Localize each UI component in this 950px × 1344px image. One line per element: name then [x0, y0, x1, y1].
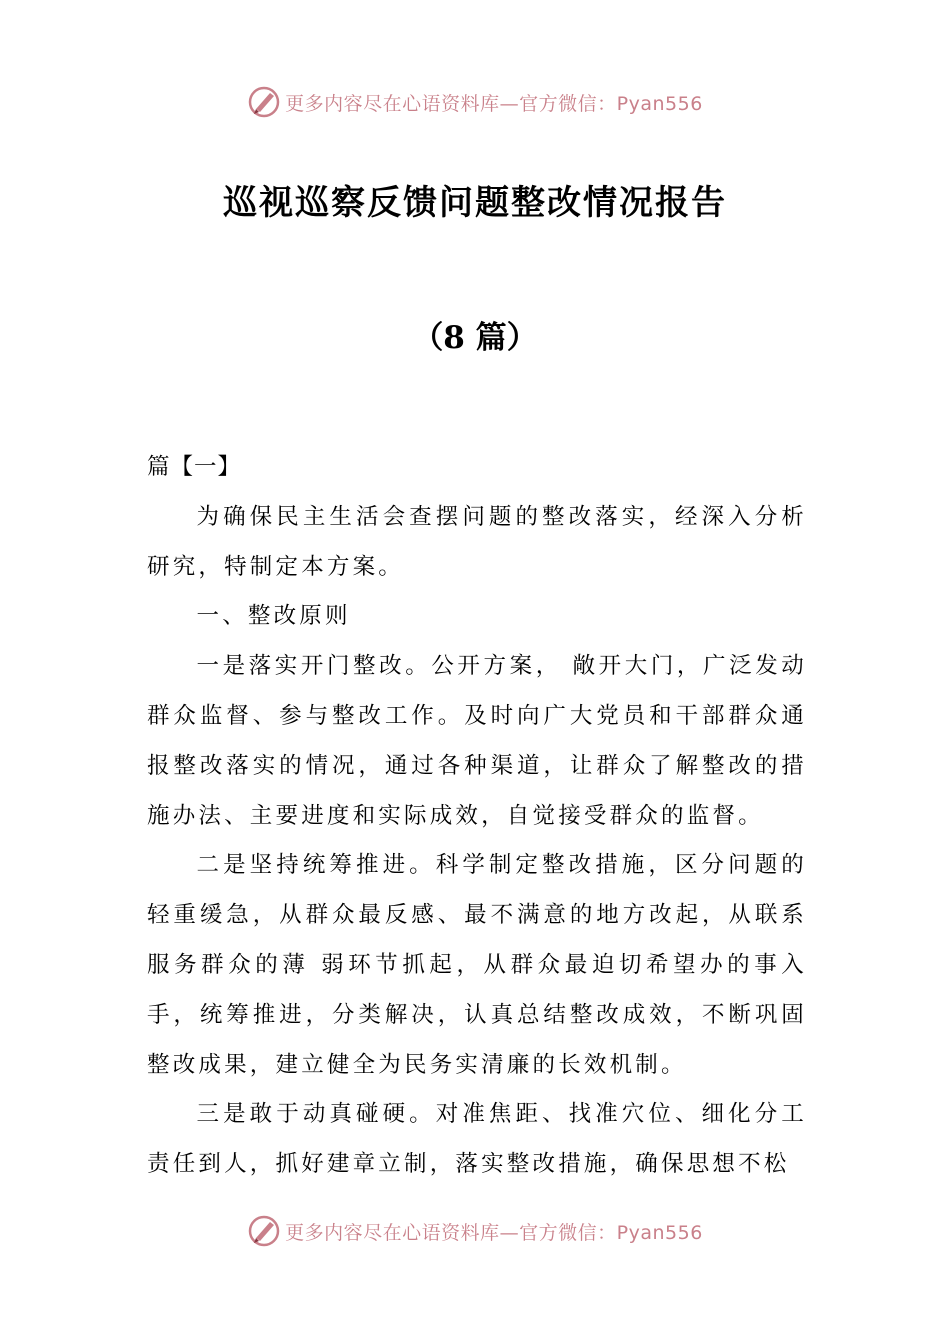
document-body — [147, 443, 807, 1190]
paragraph: 为确保民主生活会查摆问题的整改落实，经深入分析研究，特制定本方案。 — [147, 503, 807, 580]
pen-logo-icon — [247, 1214, 281, 1248]
footer-watermark — [0, 1211, 950, 1251]
pen-logo-icon — [247, 85, 281, 119]
paragraph: 一是落实开门整改。公开方案， 敞开大门，广泛发动群众监督、参与整改工作。及时向广大党员和干部群众通报整改落实的情况，通过各种渠道，让群众了解整改的措施办法、主要进度和实际成效，自觉接受群众的监督。 — [147, 653, 807, 829]
watermark-wechat-id: Pyan556 — [616, 1221, 703, 1244]
watermark-wechat-id: Pyan556 — [616, 92, 703, 115]
watermark-text: 更多内容尽在心语资料库—官方微信： — [285, 1221, 617, 1244]
section-heading: 一、整改原则 — [196, 603, 351, 630]
document-subtitle: （8 篇） — [412, 320, 538, 356]
document-title: 巡视巡察反馈问题整改情况报告 — [223, 183, 727, 223]
header-watermark — [0, 82, 950, 122]
paragraph: 三是敢于动真碰硬。对准焦距、找准穴位、细化分工责任到人，抓好建章立制，落实整改措施，确保思想不松 — [147, 1101, 807, 1178]
paragraph: 二是坚持统筹推进。科学制定整改措施，区分问题的轻重缓急，从群众最反感、最不满意的地方改起，从联系服务群众的薄 弱环节抓起，从群众最迫切希望办的事入手，统筹推进，分类解决，认真总结整改成效，不断巩固整改成果，建立健全为民务实清廉的长效机制。 — [147, 852, 807, 1078]
watermark-text: 更多内容尽在心语资料库—官方微信： — [285, 92, 617, 115]
section-label: 篇【一】 — [147, 454, 242, 480]
